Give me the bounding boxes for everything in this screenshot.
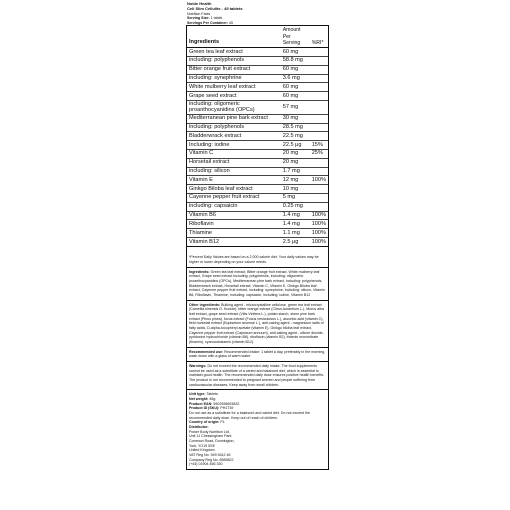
table-row [187,114,328,123]
ingredient-amount: 58.8 mg [281,56,310,65]
ingredient-ri [310,123,328,132]
distributor-address [189,430,326,467]
label-header [185,0,330,25]
nutrition-facts-title: Nutrition Facts [187,12,211,16]
table-row [187,149,328,158]
ingredient-name: Horsetail extract [187,158,281,167]
ingredient-name: Ginkgo Biloba leaf extract [187,185,281,194]
country-of-origin: Country of origin: PL [189,420,225,425]
ingredient-amount: 60 mg [281,83,310,92]
ingredient-name: Thiamine [187,229,281,238]
ingredient-name: Vitamin E [187,176,281,185]
ingredient-name: Grape seed extract [187,92,281,101]
ingredient-ri [310,202,328,211]
recommended-use-section: Recommended use: Recommended intake: 1 tablet a day, preferably in the morning, wash down with a glass of warm water. [187,347,328,361]
table-header-row [187,26,328,47]
ingredient-amount: 1.7 mg [281,167,310,176]
ingredient-ri: 100% [311,176,326,183]
ingredient-name: including: capsaicin [187,202,281,211]
ingredient-name: Bitter orange fruit extract [187,65,281,74]
ingredient-ri: 25% [310,149,328,158]
supplement-label [185,0,330,510]
table-row [187,56,328,65]
distributor-line: Power Body Nutrition Ltd, [189,429,230,434]
ingredient-amount: 60 mg [281,65,310,74]
ingredient-amount: 60 mg [281,92,310,101]
column-header-ri: %RI* [311,39,324,46]
ingredient-ri [310,185,328,194]
distributor-label: Distributor: [189,425,209,430]
ingredient-name: Riboflavin [187,220,281,229]
ingredient-name: Mediterranean pine bark extract [187,114,281,123]
usage-note: Do not use as a substitute for a balanced and varied diet. Do not exceed the recommended daily dose. Keep out of reach of children. [189,411,311,420]
ingredient-name: including: polyphenols [187,123,281,132]
table-row [187,211,328,220]
daily-value-footnote: *Percent Daily Values are based on a 2,000 calorie diet. Your daily values may be higher or lower depending on your calorie needs. [187,246,328,266]
serving-size: Serving Size: 1 tablet [187,16,223,21]
ingredients-section: Ingredients: Green tea leaf extract, Bitter orange fruit extract, White mulberry leaf extract, Grape seed extract including: polyphenols, including: oligomeric proanthocyanidins (OPCs), Mediterranean pine bark extract, including: polyphenols, Bladderwrack extract, Horsetail extract, Vitamin C, Vitamin E, Ginkgo Biloba leaf extract, Cayenne pepper fruit extract, including: synephrine, including: silicon, Vitamin B6, Riboflavin, Thiamine, Including: capsaicin, including: iodine, Vitamin B12 [187,267,328,300]
ingredient-amount: 20 mg [281,149,310,158]
net-weight: Net weight: 45g [189,397,216,402]
product-details-section [187,389,328,469]
distributor-line: Company Reg No. 8589822 [189,457,234,462]
ingredient-ri: 100% [311,220,326,227]
ingredient-ri [310,158,328,167]
warnings-section: Warnings: Do not exceed the recommended daily intake. The food supplements cannot be used as a substitute of a varied and balanced diet, which is essential to maintain good health. The recommended daily dose ensures positive health benefits. The product is not recommended to pregnant women and people suffering from cardiovascular diseases. Keep away from small children. [187,361,328,389]
ingredient-name: including: silicon [187,167,281,176]
servings-per-container: Servings Per Container: 45 [187,20,233,25]
ingredient-amount: 0.25 mg [281,202,310,211]
ingredient-amount: 10 mg [281,185,310,194]
ingredient-ri [310,92,328,101]
ingredient-name: Green tea leaf extract [187,48,281,57]
ingredient-name: Including: iodine [187,141,281,150]
product-ean: Product EAN: 5902596693832 [189,401,240,406]
nutrition-box [186,25,329,470]
ingredient-amount: 3.6 mg [281,74,310,83]
table-row [187,229,328,238]
ingredient-ri: 15% [310,141,328,150]
ingredient-amount: 2.5 μg [281,237,310,246]
ingredient-name: Vitamin B6 [187,211,281,220]
ingredient-amount: 5 mg [281,193,310,202]
table-row [187,123,328,132]
table-row [187,132,328,141]
ingredient-ri [310,193,328,202]
ingredient-amount: 28.5 mg [281,123,310,132]
product-name: Cell Slim Cellulite - 45 tablets [187,6,243,11]
ingredient-ri: 100% [311,238,326,245]
table-row [187,176,328,185]
ingredient-ri: 100% [311,211,326,218]
table-row [187,74,328,83]
table-row [187,83,328,92]
ingredient-ri [310,83,328,92]
distributor-line: United Kingdom [189,448,215,453]
table-row [187,158,328,167]
table-row [187,202,328,211]
distributor-line: Common Road, Dunnington, [189,439,235,444]
ingredient-amount: 1.4 mg [281,211,310,220]
other-ingredients-section: Other ingredients: Bulking agent - microcrystalline cellulose, green tea leaf extract (Camellia sinensis O. Kuntze), bitter orange extract (Citrus Aurantium L.), Morus alba leaf extract, grape seed extract (Vitis Vinifera L.), potato starch, stone pine bark extract (Pinus pinea), focus extract (Focus vesiculosus L.), ascorbic acid (vitamin C), field horsetail extract (Equisetum arvense L.), anti-caking agent - magnesium salts of fatty acids, D-alpha-tocopheryl acetate (vitamin E), Ginkgo biloba leaf extract, Cayenne pepper fruit extract (Capsicum annuum), anti-caking agent - silicon dioxide, pyridoxine hydrochloride (vitamin B6), riboflavin (vitamin B2), thiamin mononitrate (thiamin), cyanocobalamin (vitamin B12). [187,300,328,347]
ingredient-name: Cayenne pepper fruit extract [187,193,281,202]
ingredient-ri [310,56,328,65]
distributor-line: VAT Reg No. 949 5412 46 [189,453,231,458]
brand-name: Noble Health [187,1,212,6]
ingredient-amount: 30 mg [281,114,310,123]
table-row [187,193,328,202]
ingredient-amount: 20 mg [281,158,310,167]
nutrition-table-body [187,48,328,247]
ingredient-ri [310,65,328,74]
table-row [187,167,328,176]
ingredient-name: White mulberry leaf extract [187,83,281,92]
table-row [187,48,328,57]
table-row [187,220,328,229]
nutrition-table [187,26,328,246]
ingredient-ri [310,74,328,83]
column-header-amount: Amount Per Serving [282,27,301,46]
distributor-line: York, YO19 5SE [189,443,215,448]
table-row [187,65,328,74]
ingredient-name: Bladderwrack extract [187,132,281,141]
ingredient-amount: 60 mg [281,48,310,57]
ingredient-name: Vitamin C [187,149,281,158]
table-row [187,92,328,101]
ingredient-amount: 57 mg [281,100,310,114]
table-row [187,185,328,194]
unit-type: Unit type: Tablets [189,392,218,397]
ingredient-amount: 22.5 μg [281,141,310,150]
ingredient-ri [310,167,328,176]
ingredient-ri [310,114,328,123]
ingredient-amount: 1.4 mg [281,220,310,229]
table-row [187,141,328,150]
distributor-line: Unit 11 Chessingham Park [189,434,232,439]
table-row [187,100,328,114]
ingredient-name: Vitamin B12 [187,237,281,246]
column-header-ingredients: Ingredients [189,39,220,46]
distributor-line: (+44) 01904 466 330 [189,462,223,467]
product-id: Product ID (SKU): PH1739 [189,406,234,411]
ingredient-ri [310,100,328,114]
ingredient-name: including: synephrine [187,74,281,83]
ingredient-name: including: polyphenols [187,56,281,65]
ingredient-name: including: oligomeric proanthocyanidins (OPCs) [187,100,281,114]
ingredient-ri: 100% [311,229,326,236]
ingredient-amount: 1.1 mg [281,229,310,238]
ingredient-amount: 22.5 mg [281,132,310,141]
ingredient-ri [310,132,328,141]
table-row [187,237,328,246]
ingredient-amount: 12 mg [281,176,310,185]
ingredient-ri [310,48,328,57]
